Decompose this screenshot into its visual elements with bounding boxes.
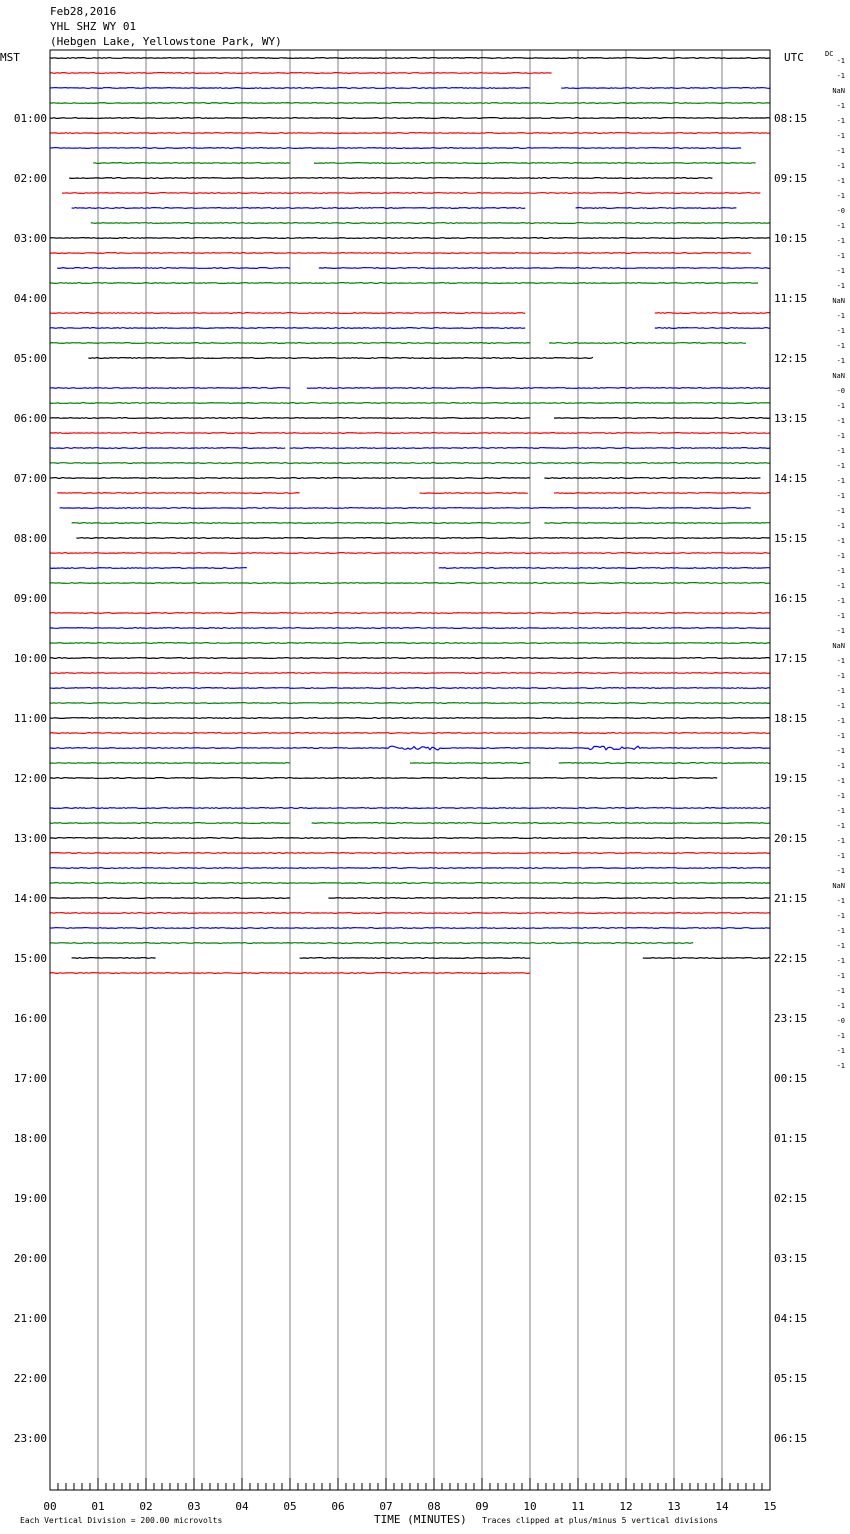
row-value-38: -1 [836, 627, 845, 635]
trace-row-22-seg-0 [50, 388, 290, 389]
mst-label-01:00: 01:00 [13, 112, 47, 125]
row-value-55: NaN [832, 882, 845, 890]
trace-row-14-seg-1 [319, 268, 770, 269]
trace-row-37-seg-0 [50, 613, 770, 614]
row-value-65: -1 [836, 1032, 845, 1040]
row-value-29: -1 [836, 492, 845, 500]
row-value-5: -1 [836, 132, 845, 140]
utc-label-17:15: 17:15 [774, 652, 808, 665]
utc-label-08:15: 08:15 [774, 112, 808, 125]
trace-row-51-seg-1 [312, 823, 770, 824]
row-value-30: -1 [836, 507, 845, 515]
row-value-47: -1 [836, 762, 845, 770]
row-value-59: -1 [836, 942, 845, 950]
trace-row-28-seg-1 [544, 478, 760, 479]
mst-label-14:00: 14:00 [13, 892, 47, 905]
row-value-51: -1 [836, 822, 845, 830]
row-value-10: -0 [836, 207, 845, 215]
mst-label-22:00: 22:00 [13, 1372, 47, 1385]
row-value-36: -1 [836, 597, 845, 605]
trace-row-7-seg-1 [314, 163, 756, 164]
utc-time-labels [774, 112, 807, 1445]
row-value-46: -1 [836, 747, 845, 755]
row-value-49: -1 [836, 792, 845, 800]
trace-row-23-seg-0 [50, 403, 770, 404]
x-tick-label-11: 11 [571, 1500, 585, 1513]
utc-label-12:15: 12:15 [774, 352, 808, 365]
utc-label-00:15: 00:15 [774, 1072, 808, 1085]
trace-row-11-seg-0 [91, 223, 770, 224]
utc-label-05:15: 05:15 [774, 1372, 808, 1385]
row-value-54: -1 [836, 867, 845, 875]
trace-row-57-seg-0 [50, 913, 770, 914]
trace-row-31-seg-0 [72, 523, 530, 524]
trace-row-2-seg-0 [50, 88, 530, 89]
row-value-48: -1 [836, 777, 845, 785]
trace-row-2-seg-1 [561, 88, 770, 89]
row-value-64: -0 [836, 1017, 845, 1025]
trace-row-45-seg-0 [50, 733, 770, 734]
trace-row-8-seg-0 [69, 178, 712, 179]
utc-label-23:15: 23:15 [774, 1012, 808, 1025]
x-tick-label-02: 02 [139, 1500, 153, 1513]
x-tick-label-12: 12 [619, 1500, 633, 1513]
row-value-50: -1 [836, 807, 845, 815]
trace-row-33-seg-0 [50, 553, 770, 554]
mst-label-15:00: 15:00 [13, 952, 47, 965]
minute-tick-labels [43, 1500, 776, 1513]
row-value-20: -1 [836, 357, 845, 365]
station-code: YHL SHZ WY 01 [50, 20, 137, 33]
row-value-45: -1 [836, 732, 845, 740]
row-value-27: -1 [836, 462, 845, 470]
row-value-24: -1 [836, 417, 845, 425]
row-value-18: -1 [836, 327, 845, 335]
trace-row-46-seg-0 [50, 746, 770, 750]
x-tick-label-10: 10 [523, 1500, 537, 1513]
row-value-14: -1 [836, 267, 845, 275]
mst-label-09:00: 09:00 [13, 592, 47, 605]
row-value-34: -1 [836, 567, 845, 575]
x-tick-label-01: 01 [91, 1500, 105, 1513]
trace-row-39-seg-0 [50, 643, 770, 644]
utc-label-02:15: 02:15 [774, 1192, 808, 1205]
trace-dc-values [832, 57, 845, 1070]
row-value-52: -1 [836, 837, 845, 845]
mst-label-11:00: 11:00 [13, 712, 47, 725]
trace-row-9-seg-0 [62, 193, 760, 194]
x-tick-label-00: 00 [43, 1500, 57, 1513]
mst-label-19:00: 19:00 [13, 1192, 47, 1205]
trace-row-26-seg-1 [290, 448, 770, 449]
utc-label-01:15: 01:15 [774, 1132, 808, 1145]
chart-date: Feb28,2016 [50, 5, 117, 18]
row-value-63: -1 [836, 1002, 845, 1010]
trace-row-17-seg-0 [50, 313, 525, 314]
trace-row-19-seg-1 [549, 343, 746, 344]
row-value-6: -1 [836, 147, 845, 155]
trace-row-50-seg-0 [50, 808, 770, 809]
trace-row-54-seg-0 [50, 868, 770, 869]
trace-row-5-seg-0 [50, 133, 770, 134]
trace-row-38-seg-0 [50, 628, 770, 629]
mst-label-13:00: 13:00 [13, 832, 47, 845]
utc-label-14:15: 14:15 [774, 472, 808, 485]
trace-row-41-seg-0 [50, 673, 770, 674]
utc-label-11:15: 11:15 [774, 292, 808, 305]
trace-row-60-seg-1 [300, 958, 530, 959]
row-value-16: NaN [832, 297, 845, 305]
row-value-13: -1 [836, 252, 845, 260]
row-value-32: -1 [836, 537, 845, 545]
mst-label-03:00: 03:00 [13, 232, 47, 245]
row-value-26: -1 [836, 447, 845, 455]
trace-row-29-seg-2 [554, 493, 770, 494]
utc-label-15:15: 15:15 [774, 532, 808, 545]
vertical-division-note: Each Vertical Division = 200.00 microvolts [20, 1516, 223, 1525]
trace-row-56-seg-0 [50, 898, 290, 899]
trace-row-0-seg-0 [50, 58, 770, 59]
trace-row-42-seg-0 [50, 688, 770, 689]
trace-row-20-seg-0 [88, 358, 592, 359]
mst-label-10:00: 10:00 [13, 652, 47, 665]
trace-row-22-seg-1 [307, 388, 770, 389]
trace-row-12-seg-0 [50, 238, 770, 239]
row-value-53: -1 [836, 852, 845, 860]
trace-row-40-seg-0 [50, 658, 770, 659]
row-value-19: -1 [836, 342, 845, 350]
plot-frame [50, 50, 770, 1490]
trace-row-51-seg-0 [50, 823, 290, 824]
trace-row-19-seg-0 [50, 343, 530, 344]
trace-row-43-seg-0 [50, 703, 770, 704]
row-value-11: -1 [836, 222, 845, 230]
trace-row-60-seg-0 [72, 958, 156, 959]
trace-row-32-seg-0 [76, 538, 770, 539]
utc-label-16:15: 16:15 [774, 592, 808, 605]
row-value-42: -1 [836, 687, 845, 695]
trace-row-47-seg-1 [410, 763, 530, 764]
utc-label-18:15: 18:15 [774, 712, 808, 725]
mst-label-08:00: 08:00 [13, 532, 47, 545]
mst-time-labels [14, 112, 47, 1445]
trace-row-27-seg-0 [50, 463, 770, 464]
trace-row-14-seg-0 [57, 268, 290, 269]
mst-label-06:00: 06:00 [13, 412, 47, 425]
trace-row-44-seg-0 [50, 718, 770, 719]
trace-row-29-seg-0 [57, 493, 299, 494]
row-value-15: -1 [836, 282, 845, 290]
utc-label-06:15: 06:15 [774, 1432, 808, 1445]
x-tick-label-15: 15 [763, 1500, 777, 1513]
trace-row-15-seg-0 [50, 283, 758, 284]
row-value-62: -1 [836, 987, 845, 995]
trace-row-31-seg-1 [544, 523, 770, 524]
x-tick-label-09: 09 [475, 1500, 489, 1513]
utc-label-10:15: 10:15 [774, 232, 808, 245]
utc-label-03:15: 03:15 [774, 1252, 808, 1265]
utc-label-20:15: 20:15 [774, 832, 808, 845]
trace-row-55-seg-0 [50, 883, 770, 884]
row-value-61: -1 [836, 972, 845, 980]
x-tick-label-13: 13 [667, 1500, 681, 1513]
trace-row-24-seg-0 [50, 418, 530, 419]
mst-label-20:00: 20:00 [13, 1252, 47, 1265]
mst-label-02:00: 02:00 [13, 172, 47, 185]
x-tick-label-04: 04 [235, 1500, 249, 1513]
row-value-56: -1 [836, 897, 845, 905]
trace-row-34-seg-1 [439, 568, 770, 569]
row-value-33: -1 [836, 552, 845, 560]
trace-row-18-seg-0 [50, 328, 525, 329]
trace-row-56-seg-1 [328, 898, 770, 899]
utc-label-13:15: 13:15 [774, 412, 808, 425]
row-value-41: -1 [836, 672, 845, 680]
trace-row-25-seg-0 [50, 433, 770, 434]
row-value-43: -1 [836, 702, 845, 710]
utc-axis-label: UTC [784, 51, 804, 64]
row-value-57: -1 [836, 912, 845, 920]
mst-label-04:00: 04:00 [13, 292, 47, 305]
row-value-39: NaN [832, 642, 845, 650]
mst-label-07:00: 07:00 [13, 472, 47, 485]
x-tick-label-07: 07 [379, 1500, 393, 1513]
trace-row-47-seg-0 [50, 763, 290, 764]
time-axis-ticks [50, 1478, 770, 1490]
x-tick-label-14: 14 [715, 1500, 729, 1513]
x-axis-title: TIME (MINUTES) [374, 1513, 467, 1526]
mst-label-16:00: 16:00 [13, 1012, 47, 1025]
utc-label-19:15: 19:15 [774, 772, 808, 785]
trace-row-7-seg-0 [93, 163, 290, 164]
row-value-4: -1 [836, 117, 845, 125]
trace-row-10-seg-1 [576, 208, 737, 209]
dc-label: DC [825, 50, 834, 58]
trace-row-47-seg-2 [559, 763, 770, 764]
row-value-28: -1 [836, 477, 845, 485]
trace-row-17-seg-1 [655, 313, 770, 314]
trace-row-35-seg-0 [50, 583, 770, 584]
trace-row-18-seg-1 [655, 328, 770, 329]
trace-row-1-seg-0 [50, 73, 552, 74]
mst-label-12:00: 12:00 [13, 772, 47, 785]
trace-row-53-seg-0 [50, 853, 770, 854]
row-value-31: -1 [836, 522, 845, 530]
trace-row-60-seg-2 [643, 958, 770, 959]
trace-row-48-seg-0 [50, 778, 717, 779]
mst-axis-label: MST [0, 51, 20, 64]
row-value-9: -1 [836, 192, 845, 200]
trace-row-4-seg-0 [50, 118, 770, 119]
trace-row-28-seg-0 [50, 478, 530, 479]
trace-row-10-seg-0 [72, 208, 526, 209]
row-value-67: -1 [836, 1062, 845, 1070]
row-value-12: -1 [836, 237, 845, 245]
mst-label-21:00: 21:00 [13, 1312, 47, 1325]
row-value-7: -1 [836, 162, 845, 170]
row-value-3: -1 [836, 102, 845, 110]
clip-note: Traces clipped at plus/minus 5 vertical divisions [482, 1516, 719, 1525]
trace-row-6-seg-0 [50, 148, 741, 149]
trace-row-29-seg-1 [420, 493, 528, 494]
trace-row-3-seg-0 [50, 103, 770, 104]
trace-row-26-seg-0 [50, 448, 285, 449]
row-value-37: -1 [836, 612, 845, 620]
x-tick-label-08: 08 [427, 1500, 441, 1513]
row-value-66: -1 [836, 1047, 845, 1055]
trace-row-34-seg-0 [50, 568, 247, 569]
utc-label-04:15: 04:15 [774, 1312, 808, 1325]
station-location: (Hebgen Lake, Yellowstone Park, WY) [50, 35, 282, 48]
mst-label-23:00: 23:00 [13, 1432, 47, 1445]
row-value-44: -1 [836, 717, 845, 725]
row-value-40: -1 [836, 657, 845, 665]
mst-label-17:00: 17:00 [13, 1072, 47, 1085]
x-tick-label-06: 06 [331, 1500, 345, 1513]
row-value-23: -1 [836, 402, 845, 410]
row-value-22: -0 [836, 387, 845, 395]
row-value-21: NaN [832, 372, 845, 380]
row-value-0: -1 [836, 57, 845, 65]
minute-gridlines [98, 50, 722, 1490]
x-tick-label-03: 03 [187, 1500, 201, 1513]
trace-row-13-seg-0 [50, 253, 751, 254]
mst-label-05:00: 05:00 [13, 352, 47, 365]
row-value-35: -1 [836, 582, 845, 590]
trace-row-30-seg-0 [60, 508, 751, 509]
row-value-58: -1 [836, 927, 845, 935]
row-value-60: -1 [836, 957, 845, 965]
row-value-25: -1 [836, 432, 845, 440]
row-value-1: -1 [836, 72, 845, 80]
row-value-8: -1 [836, 177, 845, 185]
trace-row-58-seg-0 [50, 928, 770, 929]
seismic-traces [50, 58, 770, 974]
trace-row-52-seg-0 [50, 838, 770, 839]
mst-label-18:00: 18:00 [13, 1132, 47, 1145]
utc-label-22:15: 22:15 [774, 952, 808, 965]
trace-row-24-seg-1 [554, 418, 770, 419]
row-value-17: -1 [836, 312, 845, 320]
utc-label-21:15: 21:15 [774, 892, 808, 905]
row-value-2: NaN [832, 87, 845, 95]
utc-label-09:15: 09:15 [774, 172, 808, 185]
x-tick-label-05: 05 [283, 1500, 297, 1513]
